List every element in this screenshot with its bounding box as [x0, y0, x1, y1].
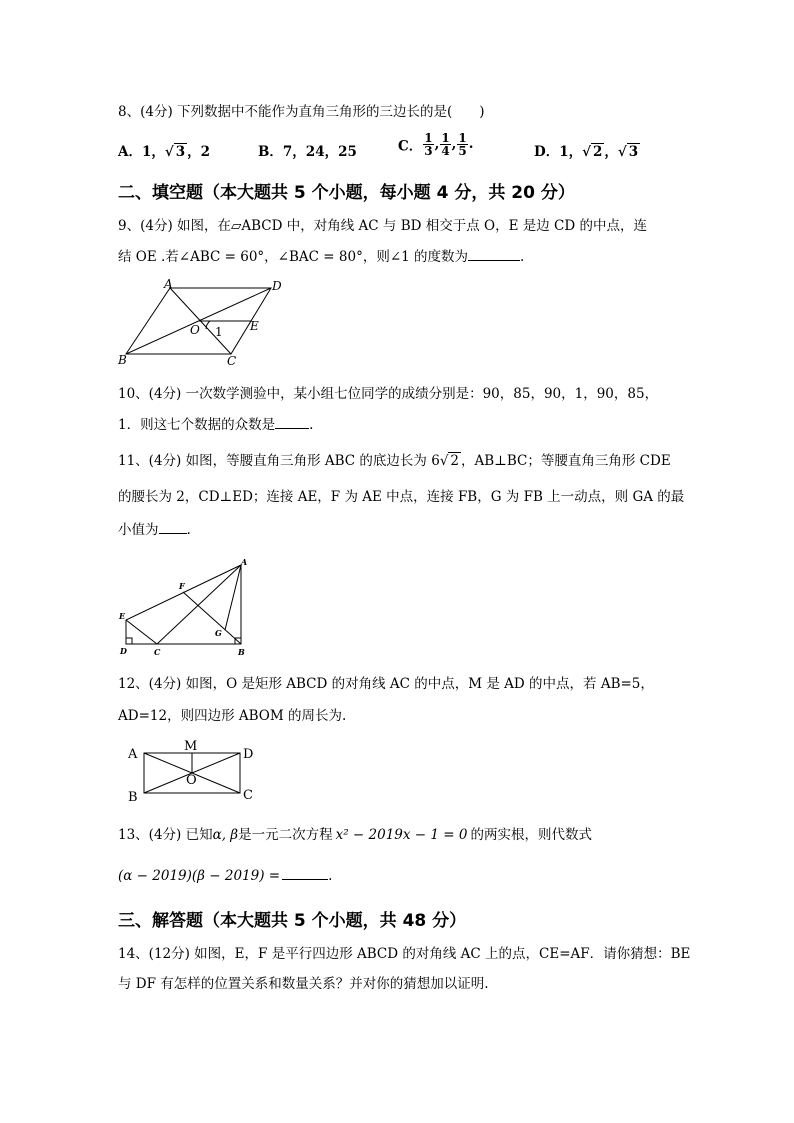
angle-1-arc [206, 321, 210, 329]
label-b: B [128, 790, 138, 805]
q11-line-2: 的腰长为 2，CD⊥ED；连接 AE，F 为 AE 中点，连接 FB，G 为 FB 上一动点，则 GA 的最 [118, 489, 685, 505]
label-o: O [186, 773, 197, 788]
q8-option-b: B．7，24，25 [258, 144, 357, 160]
q12-line-2: AD=12，则四边形 ABOM 的周长为. [118, 708, 347, 724]
segment-ag [225, 565, 241, 630]
label-a: A [241, 557, 248, 567]
q14-line-1: 14、(12分) 如图，E，F 是平行四边形 ABCD 的对角线 AC 上的点，CE=AF．请你猜想：BE [118, 946, 691, 962]
q9-line-2: 结 OE .若∠ABC = 60°，∠BAC = 80°，则∠1 的度数为 . [118, 249, 525, 265]
label-o: O [190, 323, 200, 337]
q11-triangles-figure [114, 556, 254, 660]
label-d: D [120, 646, 127, 656]
q11-line-1: 11、(4分) 如图，等腰直角三角形 ABC 的底边长为 6√ 2 ，AB⊥BC；等腰直角三角形 CDE [118, 453, 671, 469]
fraction: $\frac{1}{4}$ [441, 131, 450, 158]
q11-line-3: 小值为 . [118, 522, 191, 538]
label-g: G [215, 628, 222, 638]
label-angle-1: 1 [215, 325, 223, 339]
section-title-fill-in: 二、填空题（本大题共 5 个小题，每小题 4 分，共 20 分） [118, 183, 575, 203]
label-e: E [250, 319, 259, 333]
label-c: C [227, 354, 237, 368]
q12-rectangle-figure [124, 737, 264, 805]
label-f: F [179, 581, 185, 591]
label-d: D [272, 279, 282, 293]
section-title-solutions: 三、解答题（本大题共 5 个小题，共 48 分） [118, 911, 467, 931]
q13-line-2: (α − 2019)(β − 2019) = . [118, 868, 333, 884]
label-m: M [184, 739, 198, 754]
answer-blank [468, 259, 520, 261]
answer-blank [282, 878, 328, 880]
label-b: B [118, 353, 127, 367]
q8-stem: 8、(4分) 下列数据中不能作为直角三角形的三边长的是( ) [118, 104, 485, 120]
right-angle-d [126, 638, 132, 644]
label-b: B [238, 647, 245, 657]
q10-line-1: 10、(4分) 一次数学测验中，某小组七位同学的成绩分别是：90，85，90，1，90，85， [118, 386, 659, 402]
q14-line-2: 与 DF 有怎样的位置关系和数量关系？并对你的猜想加以证明. [118, 976, 489, 992]
q8-option-a: A．1，√ 3 ，2 [118, 144, 211, 160]
label-e: E [119, 611, 126, 621]
q8-option-d: D．1，√ 2 ，√ 3 [534, 144, 639, 160]
q13-line-1: 13、(4分) 已知α, β是一元二次方程 x² − 2019x − 1 = 0 的两实根，则代数式 [118, 827, 592, 843]
label-a: A [164, 277, 173, 291]
q9-line-1: 9、(4分) 如图，在▱ABCD 中，对角线 AC 与 BD 相交于点 O，E 是边 CD 的中点，连 [118, 218, 647, 234]
q12-line-1: 12、(4分) 如图，O 是矩形 ABCD 的对角线 AC 的中点，M 是 AD 的中点，若 AB=5， [118, 676, 654, 692]
segment-ec [126, 620, 157, 644]
label-d: D [243, 747, 254, 762]
label-c: C [154, 647, 161, 657]
q10-line-2: 1．则这七个数据的众数是 . [118, 417, 314, 433]
label-c: C [243, 788, 253, 803]
label-a: A [128, 747, 138, 762]
answer-blank [159, 532, 187, 534]
fraction: $\frac{1}{3}$ [424, 131, 433, 158]
q8-option-c: C． $\frac{1}{3}$ , $\frac{1}{4}$ , $\frac{1}{5}$ . [398, 131, 474, 158]
fraction: $\frac{1}{5}$ [458, 131, 467, 158]
answer-blank [275, 427, 309, 429]
q9-parallelogram-figure [114, 276, 294, 368]
